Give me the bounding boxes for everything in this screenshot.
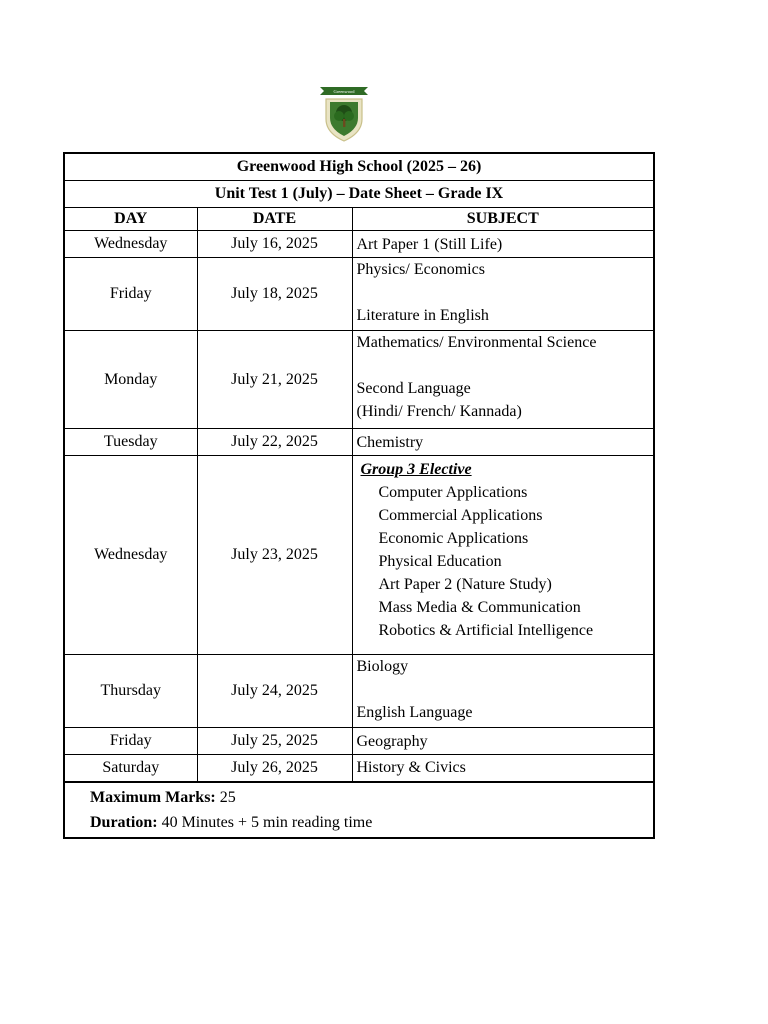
subject-cell <box>352 456 654 655</box>
subject-cell <box>352 655 654 728</box>
table-row <box>64 258 654 331</box>
max-marks-line <box>90 785 653 810</box>
column-header-subject: SUBJECT <box>352 208 654 231</box>
date-sheet-table <box>63 152 655 839</box>
elective-item: Economic Applications <box>378 530 529 547</box>
school-crest-logo <box>318 83 370 143</box>
svg-text:Greenwood: Greenwood <box>333 89 355 94</box>
date-cell: July 23, 2025 <box>197 456 352 655</box>
date-sheet-subtitle: Unit Test 1 (July) – Date Sheet – Grade IX <box>64 181 654 208</box>
subject-line: Art Paper 1 (Still Life) <box>356 235 503 253</box>
subject-cell <box>352 429 654 456</box>
date-cell: July 16, 2025 <box>197 231 352 258</box>
max-marks-value: 25 <box>215 788 236 806</box>
day-cell: Tuesday <box>64 429 197 456</box>
table-row <box>64 755 654 782</box>
group-elective-heading: Group 3 Elective <box>360 461 472 478</box>
duration-label: Duration: <box>90 813 158 831</box>
max-marks-label: Maximum Marks: <box>90 788 216 806</box>
subject-line: Literature in English <box>356 307 489 324</box>
subject-cell <box>352 755 654 782</box>
day-cell: Wednesday <box>64 456 197 655</box>
subject-cell <box>352 331 654 429</box>
subject-cell <box>352 728 654 755</box>
subject-line: Geography <box>356 732 428 750</box>
subject-line: (Hindi/ French/ Kannada) <box>356 403 522 420</box>
subject-cell <box>352 258 654 331</box>
subject-line: History & Civics <box>356 759 466 777</box>
subject-line: Biology <box>356 658 409 675</box>
elective-item: Robotics & Artificial Intelligence <box>378 622 594 639</box>
table-row <box>64 456 654 655</box>
column-header-date: DATE <box>197 208 352 231</box>
date-cell: July 22, 2025 <box>197 429 352 456</box>
date-cell: July 18, 2025 <box>197 258 352 331</box>
elective-item: Commercial Applications <box>378 507 543 524</box>
duration-value: 40 Minutes + 5 min reading time <box>157 813 373 831</box>
school-title: Greenwood High School (2025 – 26) <box>64 153 654 181</box>
subject-line: Chemistry <box>356 433 424 451</box>
day-cell: Monday <box>64 331 197 429</box>
table-row <box>64 655 654 728</box>
subject-cell <box>352 231 654 258</box>
subject-line: Second Language <box>356 380 471 397</box>
subject-line: Mathematics/ Environmental Science <box>356 334 597 351</box>
elective-item: Art Paper 2 (Nature Study) <box>378 576 552 593</box>
date-cell: July 26, 2025 <box>197 755 352 782</box>
subject-line: Physics/ Economics <box>356 261 485 278</box>
footer-row <box>64 782 654 838</box>
elective-item: Computer Applications <box>378 484 528 501</box>
column-header-day: DAY <box>64 208 197 231</box>
elective-item: Mass Media & Communication <box>378 599 581 616</box>
table-row <box>64 331 654 429</box>
day-cell: Saturday <box>64 755 197 782</box>
day-cell: Friday <box>64 728 197 755</box>
date-cell: July 25, 2025 <box>197 728 352 755</box>
day-cell: Thursday <box>64 655 197 728</box>
table-row <box>64 231 654 258</box>
elective-item: Physical Education <box>378 553 502 570</box>
day-cell: Friday <box>64 258 197 331</box>
day-cell: Wednesday <box>64 231 197 258</box>
date-cell: July 21, 2025 <box>197 331 352 429</box>
date-cell: July 24, 2025 <box>197 655 352 728</box>
subject-line: English Language <box>356 704 473 721</box>
duration-line <box>90 810 653 835</box>
table-row <box>64 728 654 755</box>
table-row <box>64 429 654 456</box>
exam-info <box>64 782 654 838</box>
